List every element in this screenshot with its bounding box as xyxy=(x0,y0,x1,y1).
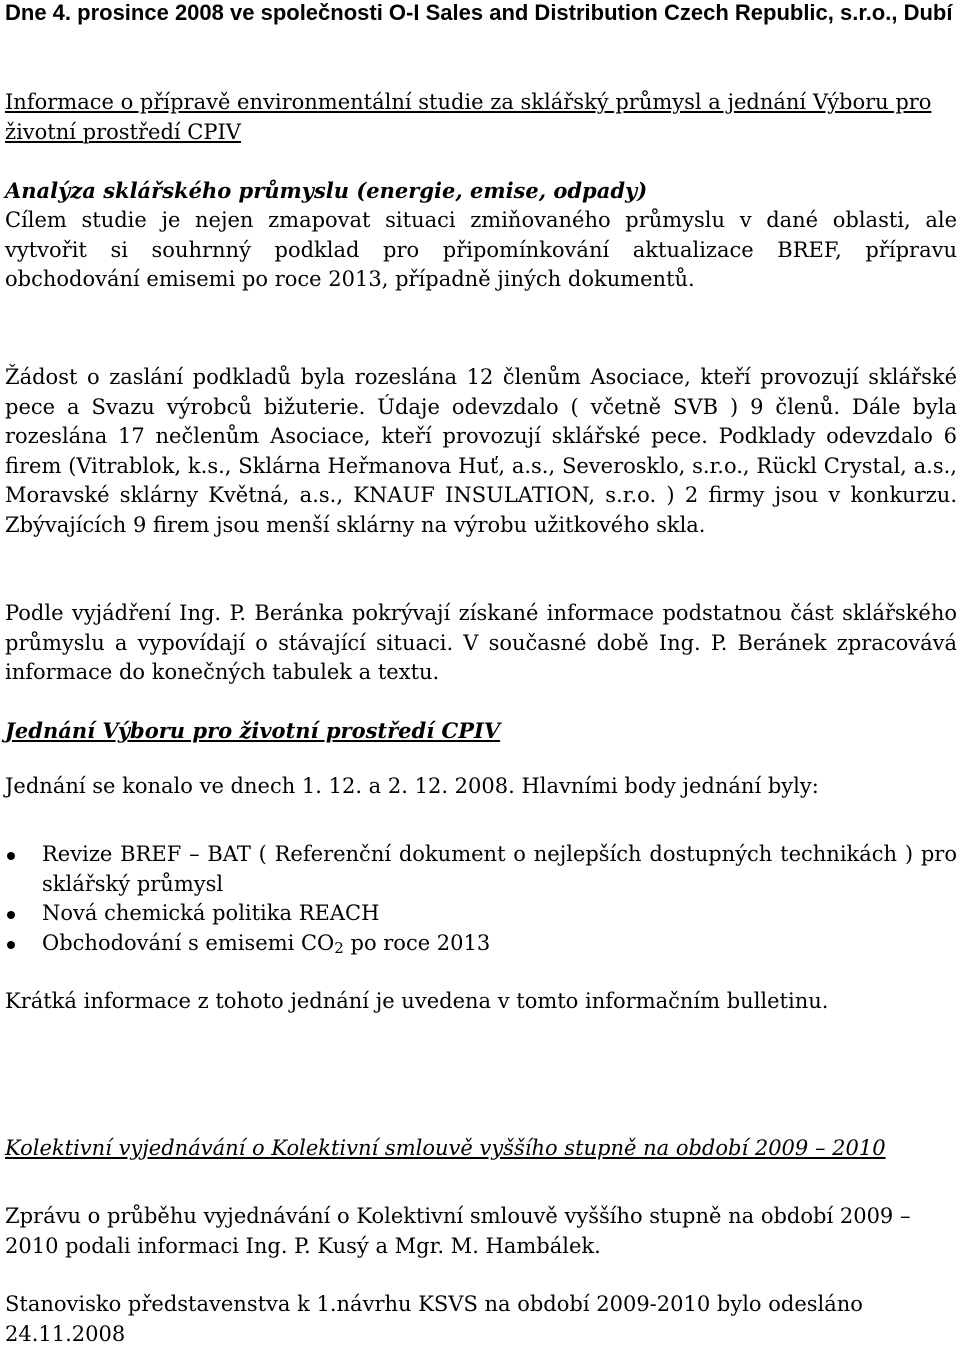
paragraph-beranek-statement: Podle vyjádření Ing. P. Beránka pokrývají získané informace podstatnou část sklářského průmyslu a vypovídají o stávající situaci. V současné době Ing. P. Beránek zpracovává informace do konečných tabulek a textu. xyxy=(5,601,957,684)
document-heading: Dne 4. prosince 2008 ve společnosti O-I Sales and Distribution Czech Republic, s.r.o., Dubí xyxy=(5,0,953,25)
list-item: Obchodování s emisemi $CO_2$ po roce 2013 xyxy=(5,929,957,959)
paragraph-study-goal: Cílem studie je nejen zmapovat situaci zmiňovaného průmyslu v dané oblasti, ale vytvořit si souhrnný podklad pro připomínkování aktualizace BREF, přípravu obchodování emisemi po roce 2013, případně jiných dokumentů. xyxy=(5,208,957,291)
section-title-environmental-study: Informace o přípravě environmentální studie za sklářský průmysl a jednání Výboru pro životní prostředí CPIV xyxy=(5,90,932,144)
paragraph-board-position: Stanovisko představenstva k 1.návrhu KSVS na období 2009-2010 bylo odesláno 24.11.2008 xyxy=(5,1292,863,1346)
section-subtitle-glass-industry-analysis: Analýza sklářského průmyslu (energie, emise, odpady) xyxy=(5,178,648,203)
meeting-points-list xyxy=(5,840,957,958)
paragraph-bargaining-report: Zprávu o průběhu vyjednávání o Kolektivní smlouvě vyššího stupně na období 2009 – 2010 podali informaci Ing. P. Kusý a Mgr. M. Hambálek. xyxy=(5,1204,911,1258)
list-item: Nová chemická politika REACH xyxy=(5,899,957,929)
section-title-cpiv-committee: Jednání Výboru pro životní prostředí CPIV xyxy=(5,718,501,743)
paragraph-bulletin-note: Krátká informace z tohoto jednání je uvedena v tomto informačním bulletinu. xyxy=(5,989,829,1013)
list-item: Revize BREF – BAT ( Referenční dokument o nejlepších dostupných technikách ) pro sklářský průmysl xyxy=(5,840,957,899)
paragraph-meeting-intro: Jednání se konalo ve dnech 1. 12. a 2. 12. 2008. Hlavními body jednání byly: xyxy=(5,774,819,798)
paragraph-data-request: Žádost o zaslání podkladů byla rozeslána 12 členům Asociace, kteří provozují sklářské pece a Svazu výrobců bižuterie. Údaje odevzdalo ( včetně SVB ) 9 členů. Dále byla rozeslána 17 nečlenům Asociace, kteří provozují sklářské pece. Podklady odevzdalo 6 firem (Vitrablok, k.s., Sklárna Heřmanova Huť, a.s., Severosklo, s.r.o., Rückl Crystal, a.s., Moravské sklárny Květná, a.s., KNAUF INSULATION, s.r.o. ) 2 firmy jsou v konkurzu. Zbývajících 9 firem jsou menší sklárny na výrobu užitkového skla. xyxy=(5,365,957,537)
section-title-collective-bargaining: Kolektivní vyjednávání o Kolektivní smlouvě vyššího stupně na období 2009 – 2010 xyxy=(5,1136,886,1160)
